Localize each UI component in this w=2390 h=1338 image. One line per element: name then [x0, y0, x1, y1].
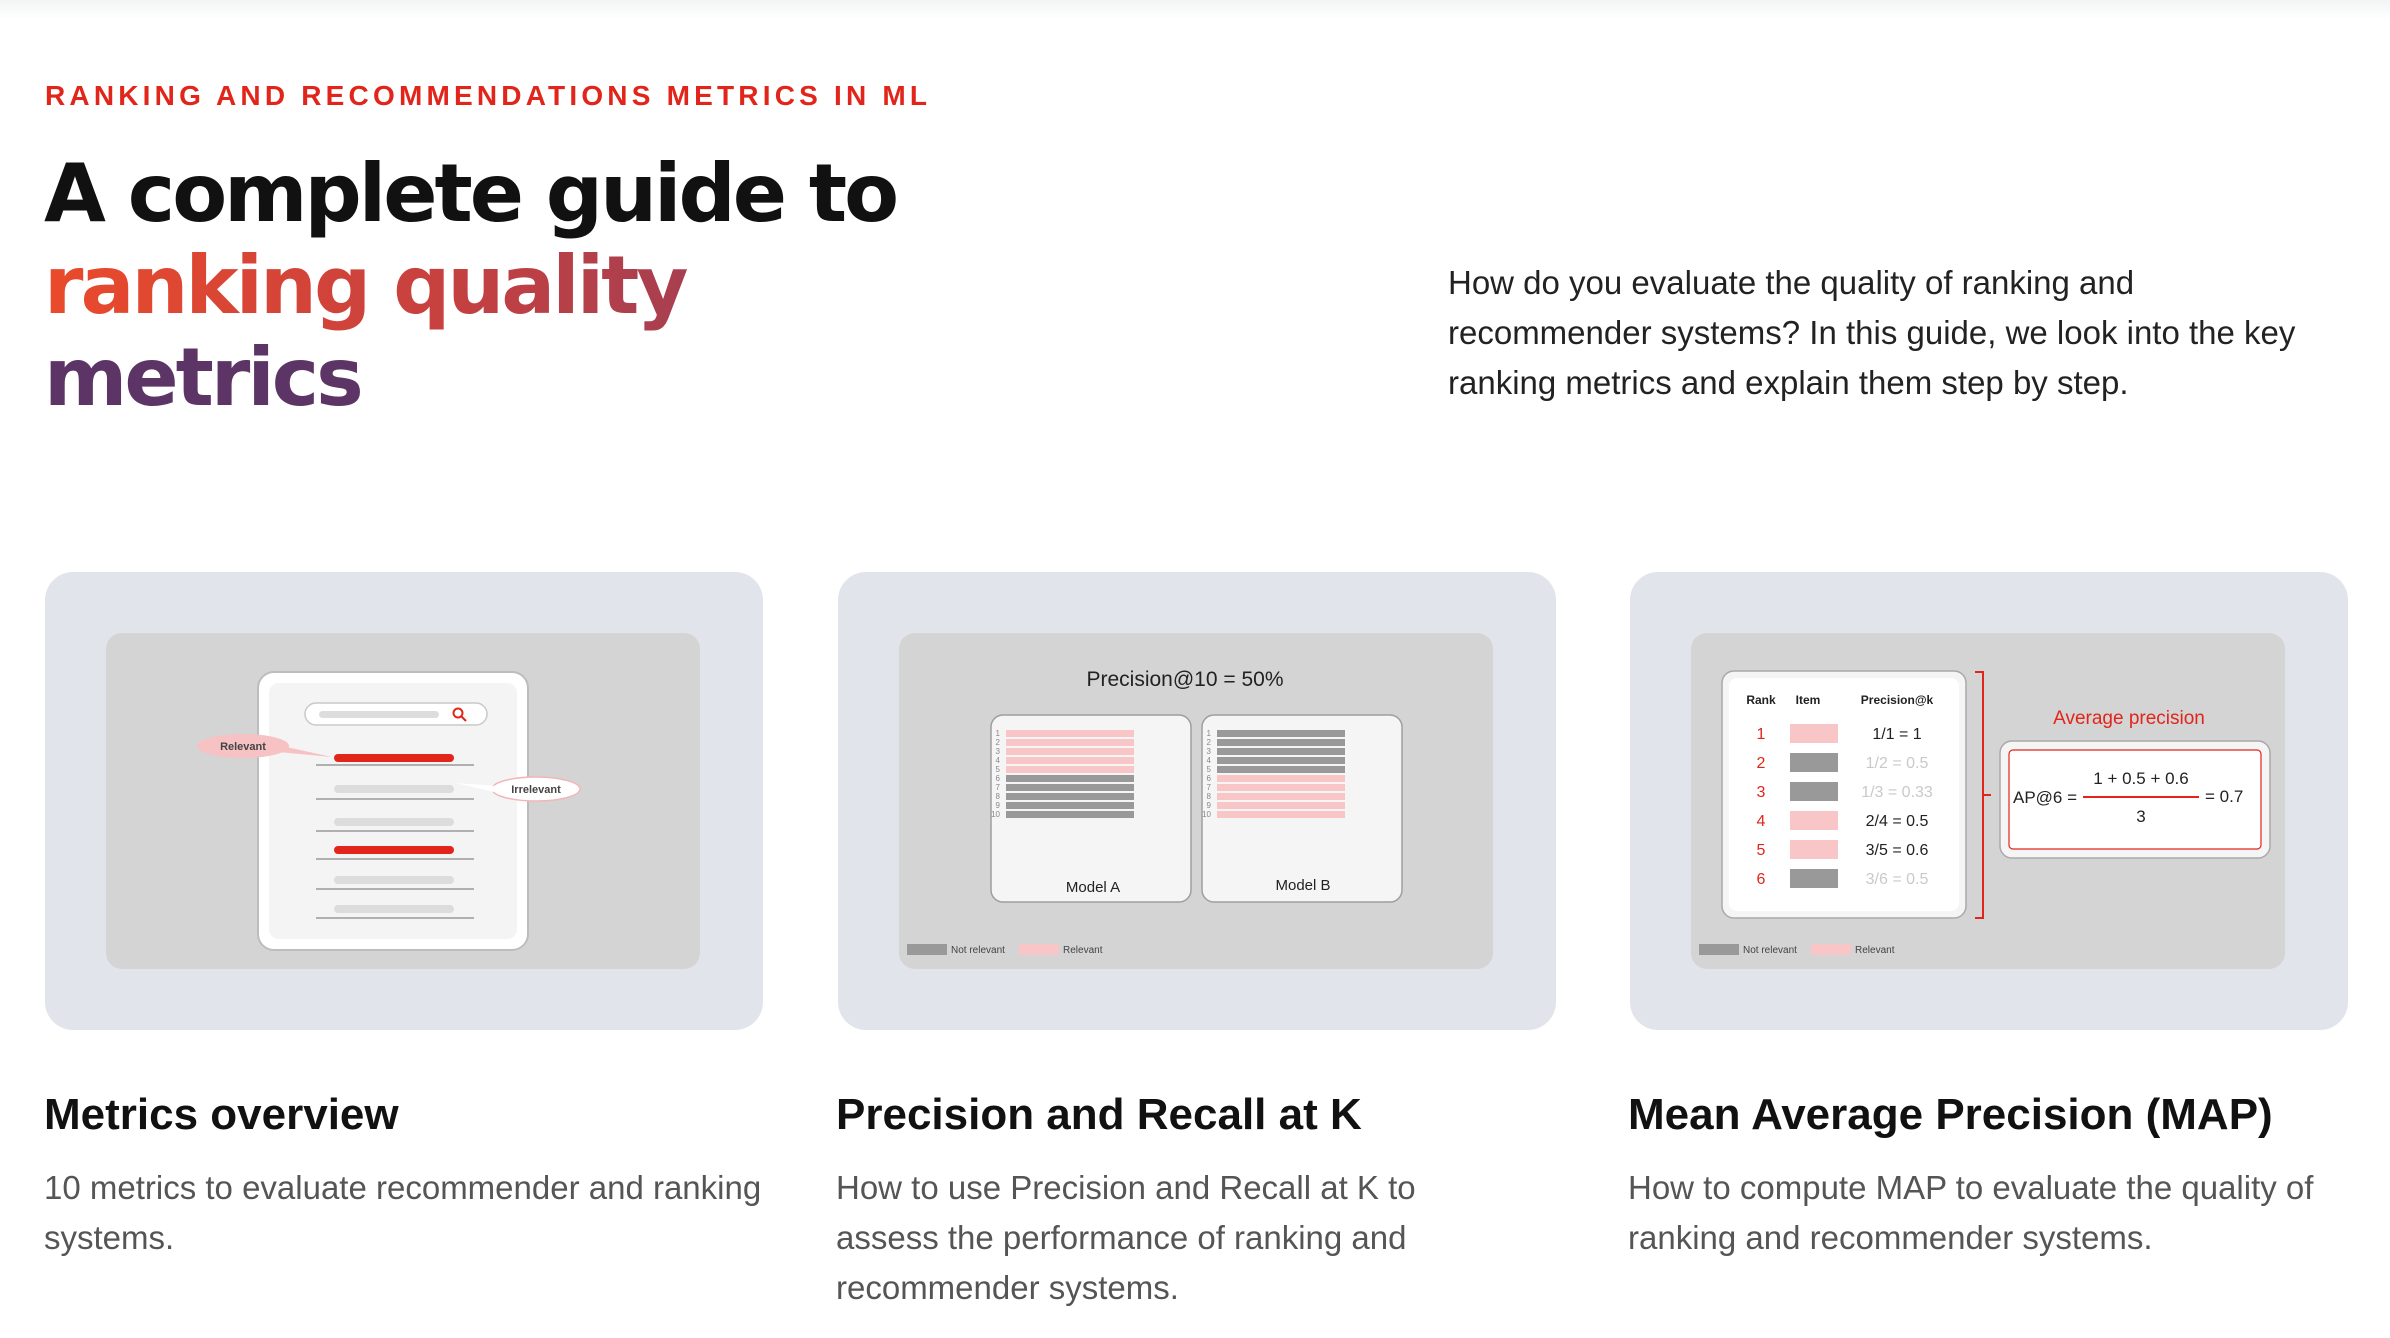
legend-relevant-label: Relevant [1063, 945, 1103, 956]
model-a-bar-10 [1006, 811, 1134, 818]
model-b-rank-label: 9 [1206, 801, 1211, 810]
precision-at-k-illustration [899, 633, 1493, 969]
legend-relevant-swatch [1811, 944, 1851, 955]
eyebrow: RANKING AND RECOMMENDATIONS METRICS IN ML [45, 80, 932, 111]
model-b-rank-label: 7 [1206, 783, 1211, 792]
model-b-rank-label: 4 [1206, 756, 1211, 765]
model-b-rank-label: 6 [1206, 774, 1211, 783]
item-swatch-2 [1790, 753, 1838, 772]
model-b-bar-3 [1217, 748, 1345, 755]
model-a-rank-label: 3 [995, 747, 1000, 756]
precision-value: 3/5 = 0.6 [1865, 842, 1929, 859]
model-b-bar-4 [1217, 757, 1345, 764]
legend [1699, 944, 1895, 956]
model-a-bar-8 [1006, 793, 1134, 800]
card-metrics-overview-image[interactable] [45, 572, 763, 1030]
legend-relevant-swatch [1019, 944, 1059, 955]
model-a-rank-label: 10 [991, 810, 1000, 819]
average-precision-illustration [1691, 633, 2285, 969]
precision-value: 1/2 = 0.5 [1865, 755, 1929, 772]
formula-numerator: 1 + 0.5 + 0.6 [2093, 769, 2189, 788]
model-b-bar-1 [1217, 730, 1345, 737]
card-title-metrics-overview[interactable]: Metrics overview [44, 1090, 399, 1139]
model-b-bar-8 [1217, 793, 1345, 800]
rank-number: 2 [1756, 755, 1766, 772]
model-a-bar-4 [1006, 757, 1134, 764]
precision-value: 1/3 = 0.33 [1861, 784, 1933, 801]
model-a-rank-label: 5 [995, 765, 1000, 774]
rank-number: 6 [1756, 871, 1766, 888]
col-precision: Precision@k [1860, 693, 1934, 707]
title-line-3: metrics [44, 331, 361, 424]
model-b-rank-label: 2 [1206, 738, 1211, 747]
title-line-2: ranking quality [44, 240, 896, 332]
legend-not-relevant-label: Not relevant [951, 945, 1005, 956]
rank-number: 3 [1756, 784, 1766, 801]
model-b-rank-label: 8 [1206, 792, 1211, 801]
bracket [1975, 672, 1983, 918]
item-swatch-4 [1790, 811, 1838, 830]
formula-denominator: 3 [2136, 807, 2146, 826]
model-b-bar-9 [1217, 802, 1345, 809]
legend-relevant-label: Relevant [1855, 945, 1895, 956]
model-b-bar-5 [1217, 766, 1345, 773]
model-b-bar-6 [1217, 775, 1345, 782]
relevant-label: Relevant [220, 741, 266, 753]
card-precision-recall-image[interactable] [838, 572, 1556, 1030]
model-b-label: Model B [1275, 877, 1331, 894]
model-a-rank-label: 7 [995, 783, 1000, 792]
model-b-bar-2 [1217, 739, 1345, 746]
rank-number: 1 [1756, 726, 1766, 743]
illustration-panel [1691, 633, 2285, 969]
irrelevant-label: Irrelevant [511, 784, 561, 796]
card-description-metrics-overview: 10 metrics to evaluate recommender and ranking systems. [44, 1169, 762, 1256]
precision-value: 3/6 = 0.5 [1865, 871, 1929, 888]
col-rank: Rank [1746, 693, 1776, 707]
model-b-bar-7 [1217, 784, 1345, 791]
model-a-bar-7 [1006, 784, 1134, 791]
rank-number: 4 [1756, 813, 1766, 830]
page-title [44, 148, 896, 424]
model-a-bar-9 [1006, 802, 1134, 809]
model-b-bar-10 [1217, 811, 1345, 818]
model-a-bar-3 [1006, 748, 1134, 755]
col-item: Item [1795, 693, 1821, 707]
top-bar [0, 0, 2390, 20]
search-results-illustration [106, 633, 700, 969]
model-b-rank-label: 5 [1206, 765, 1211, 774]
card-map-image[interactable] [1630, 572, 2348, 1030]
item-swatch-6 [1790, 869, 1838, 888]
rank-number: 5 [1756, 842, 1766, 859]
model-a-bar-5 [1006, 766, 1134, 773]
model-a-rank-label: 2 [995, 738, 1000, 747]
card-title-map[interactable]: Mean Average Precision (MAP) [1628, 1090, 2273, 1139]
model-a-bar-2 [1006, 739, 1134, 746]
item-swatch-3 [1790, 782, 1838, 801]
legend-not-relevant-label: Not relevant [1743, 945, 1797, 956]
model-a-rank-label: 1 [995, 729, 1000, 738]
model-b-rank-label: 1 [1206, 729, 1211, 738]
precision-value: 2/4 = 0.5 [1865, 813, 1929, 830]
model-a-rank-label: 4 [995, 756, 1000, 765]
card-description-map: How to compute MAP to evaluate the quality of ranking and recommender systems. [1628, 1169, 2314, 1256]
intro-text: How do you evaluate the quality of ranking and recommender systems? In this guide, we look into the key ranking metrics and explain them step by step. [1448, 264, 2296, 401]
model-a-rank-label: 6 [995, 774, 1000, 783]
formula-lhs: AP@6 = [2013, 788, 2078, 807]
illustration-panel [106, 633, 700, 969]
average-precision-label: Average precision [2053, 708, 2205, 729]
legend-not-relevant-swatch [1699, 944, 1739, 955]
model-a-rank-label: 8 [995, 792, 1000, 801]
model-b-rank-label: 3 [1206, 747, 1211, 756]
model-a-bar-6 [1006, 775, 1134, 782]
formula-rhs: = 0.7 [2205, 787, 2244, 806]
item-swatch-5 [1790, 840, 1838, 859]
model-b-rank-label: 10 [1202, 810, 1211, 819]
model-a-label: Model A [1065, 879, 1121, 896]
precision-heading: Precision@10 = 50% [1086, 668, 1284, 691]
legend-not-relevant-swatch [907, 944, 947, 955]
legend [907, 944, 1103, 956]
card-description-precision-recall: How to use Precision and Recall at K to assess the performance of ranking and recommender systems. [836, 1169, 1416, 1306]
illustration-panel [899, 633, 1493, 969]
title-line-1: A complete guide to [44, 147, 897, 240]
precision-value: 1/1 = 1 [1872, 726, 1922, 743]
search-placeholder-line [319, 711, 439, 718]
model-a-bar-1 [1006, 730, 1134, 737]
card-title-precision-recall[interactable]: Precision and Recall at K [836, 1090, 1362, 1139]
model-a-rank-label: 9 [995, 801, 1000, 810]
item-swatch-1 [1790, 724, 1838, 743]
